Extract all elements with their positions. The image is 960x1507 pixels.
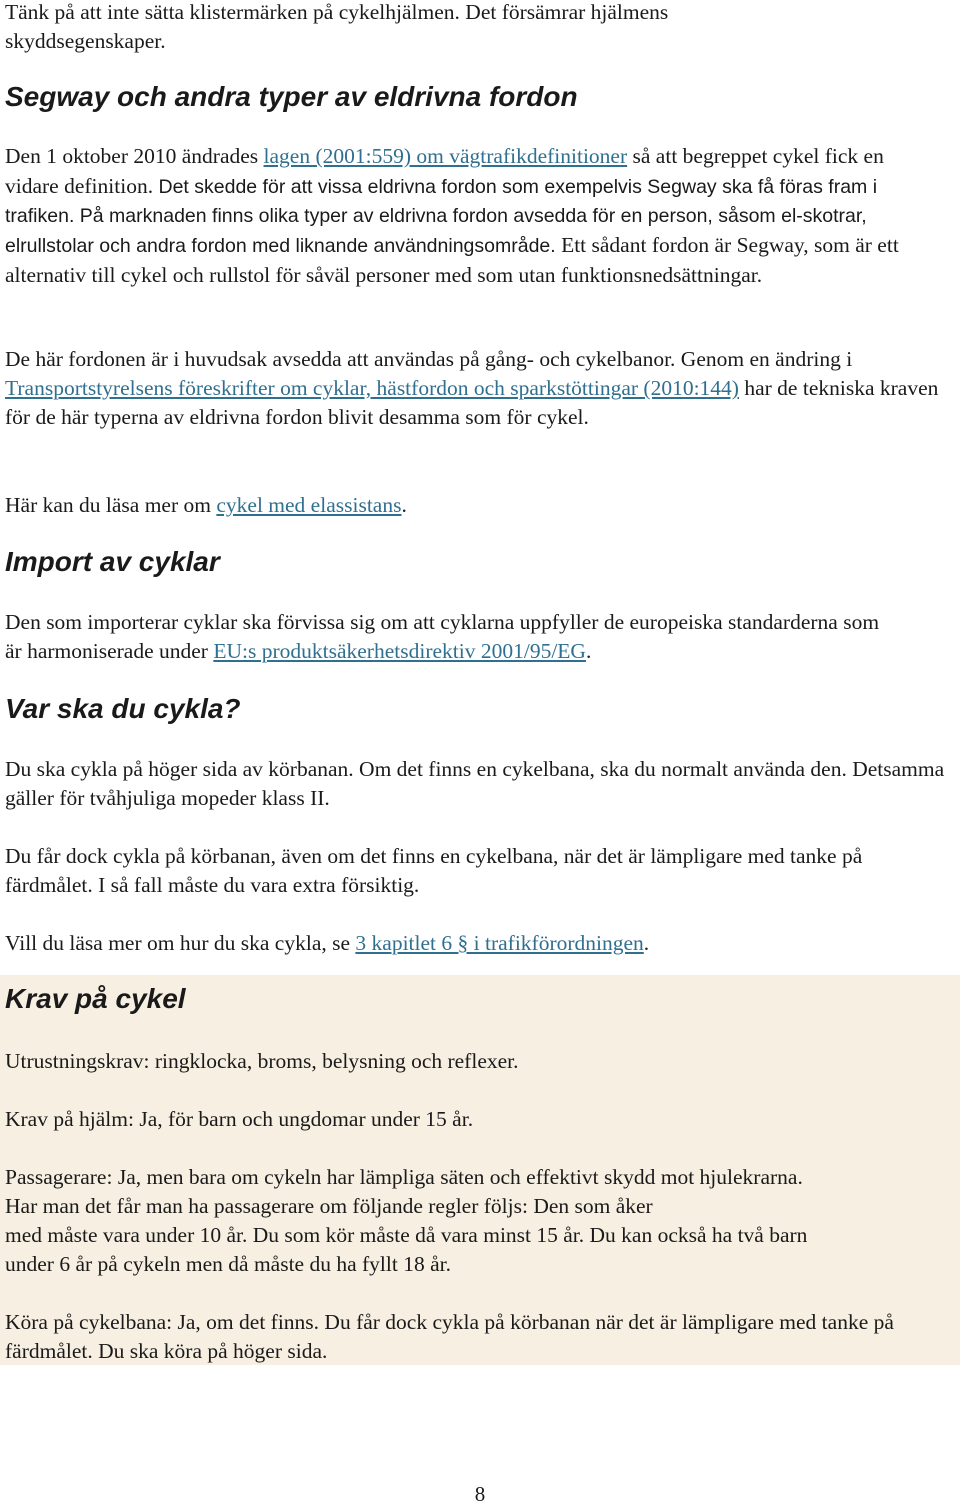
text: Vill du läsa mer om hur du ska cykla, se — [5, 931, 356, 955]
segway-paragraph — [5, 142, 925, 291]
text: så att begreppet cykel fick en vidare definition. — [5, 144, 884, 198]
roadway-paragraph: Du får dock cykla på körbanan, även om det finns en cykelbana, när det är lämpligare med tanke på färdmålet. I så fall måste du vara extra försiktig. — [5, 844, 863, 897]
read-more-paragraph — [5, 929, 955, 958]
passenger-requirement — [5, 1163, 955, 1279]
where-paragraph: Du ska cykla på höger sida av körbanan. Om det finns en cykelbana, ska du normalt använda den. Detsamma gäller för tvåhjuliga mopeder klass II. — [5, 757, 945, 810]
text: Det skedde för att vissa eldrivna fordon som exempelvis Segway ska få föras fram i trafiken. — [5, 176, 878, 227]
helmet-sticker-paragraph — [5, 0, 955, 56]
text: Tänk på att inte sätta klistermärken på cykelhjälmen. Det försämrar hjälmens — [5, 0, 669, 24]
page-number: 8 — [474, 1482, 486, 1506]
eu-directive-link[interactable]: EU:s produktsäkerhetsdirektiv 2001/95/EG — [213, 639, 586, 663]
text: De här fordonen är i huvudsak avsedda att användas på gång- och cykelbanor. Genom en ändring i — [5, 347, 853, 371]
heading-requirements: Krav på cykel — [5, 983, 186, 1014]
text: har de tekniska kraven för de här typerna av eldrivna fordon blivit desamma som för cykel. — [5, 376, 939, 429]
text: under 6 år på cykeln men då måste du ha fyllt 18 år. — [5, 1252, 451, 1276]
equipment-requirement: Utrustningskrav: ringklocka, broms, belysning och reflexer. — [5, 1049, 519, 1073]
text: Den som importerar cyklar ska förvissa sig om att cyklarna uppfyller de europeiska standarderna som är harmoniserade under — [5, 610, 880, 663]
regulation-link[interactable]: Transportstyrelsens föreskrifter om cyklar, hästfordon och sparkstöttingar (2010:144) — [5, 376, 739, 400]
text: Passagerare: Ja, men bara om cykeln har lämpliga säten och effektivt skydd mot hjulekrarna. — [5, 1165, 803, 1189]
bike-lane-requirement: Köra på cykelbana: Ja, om det finns. Du får dock cykla på körbanan när det är lämpligare med tanke på färdmålet. Du ska köra på höger sida. — [5, 1310, 894, 1363]
heading-where: Var ska du cykla? — [5, 693, 241, 724]
text: Den 1 oktober 2010 ändrades — [5, 144, 264, 168]
heading-import: Import av cyklar — [5, 546, 220, 577]
text: På marknaden finns olika typer av eldrivna fordon avsedda för en person, såsom el-skotrar, elrullstolar och andra fordon med liknande användningsområde. — [5, 205, 867, 257]
traffic-ordinance-link[interactable]: 3 kapitlet 6 § i trafikförordningen — [355, 931, 644, 955]
heading-segway: Segway och andra typer av eldrivna fordon — [5, 81, 578, 112]
text: . — [643, 931, 650, 955]
regulation-paragraph — [5, 345, 950, 432]
text: Har man det får man ha passagerare om följande regler följs: Den som åker — [5, 1194, 653, 1218]
text: . — [401, 493, 407, 517]
helmet-requirement: Krav på hjälm: Ja, för barn och ungdomar under 15 år. — [5, 1107, 474, 1131]
law-link[interactable]: lagen (2001:559) om vägtrafikdefinitioner — [263, 144, 628, 168]
elassist-paragraph — [5, 491, 955, 520]
text: Här kan du läsa mer om — [5, 493, 217, 517]
text: skyddsegenskaper. — [5, 29, 166, 53]
text: . — [585, 639, 592, 663]
text: Ett sådant fordon är Segway, som är ett alternativ till cykel och rullstol för såväl personer med som utan funktionsnedsättningar. — [5, 233, 899, 287]
text: med måste vara under 10 år. Du som kör måste då vara minst 15 år. Du kan också ha två barn — [5, 1223, 808, 1247]
elassist-link[interactable]: cykel med elassistans — [216, 493, 402, 517]
import-paragraph — [5, 608, 885, 666]
